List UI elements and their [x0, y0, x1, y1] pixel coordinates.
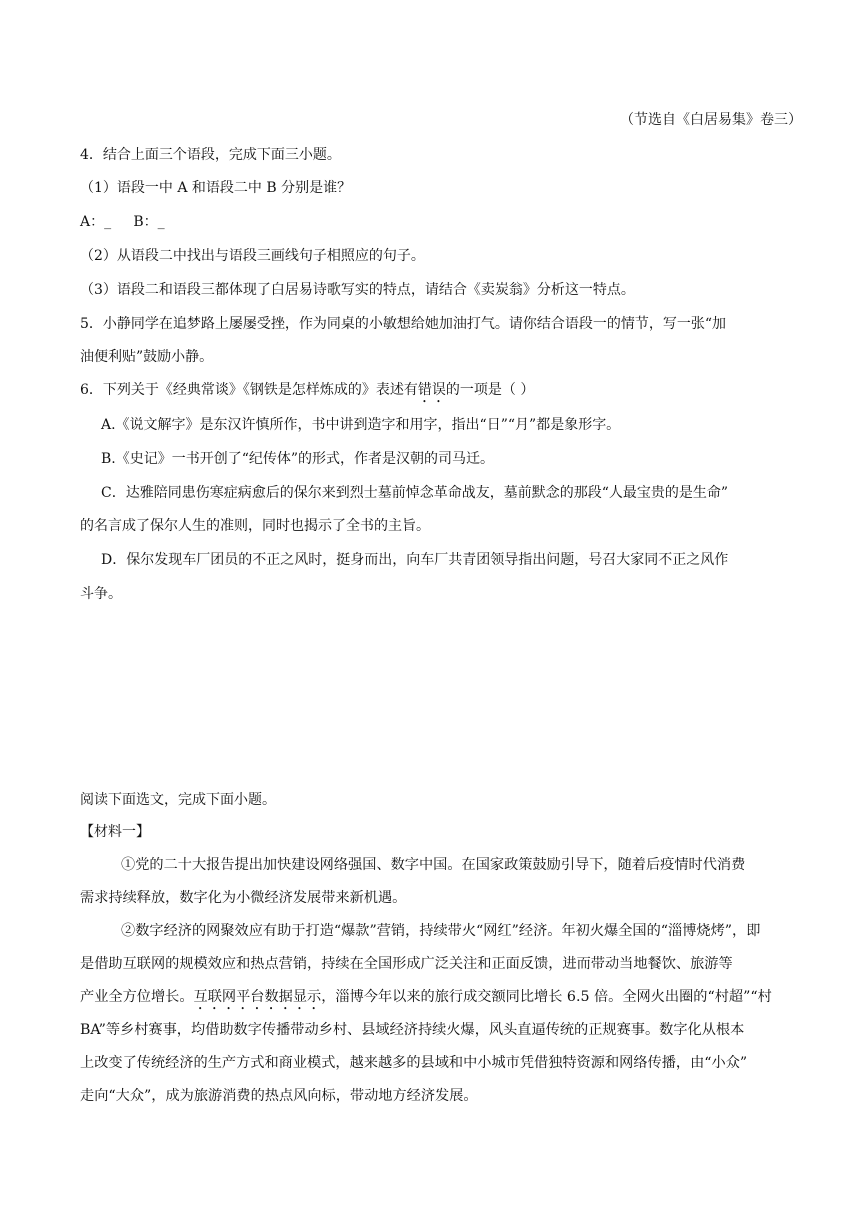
paragraph-2-line1: ②数字经济的网聚效应有助于打造“爆款”营销，持续带火“网红”经济。年初火爆全国的“淄博烧烤”，即: [121, 923, 761, 939]
option-c-line2: 的名言成了保尔人生的准则，同时也揭示了全书的主旨。: [80, 518, 430, 534]
question-6-stem: [80, 380, 534, 406]
p2-line3-emphasis: 互联网平台数据显示: [193, 989, 322, 1005]
paragraph-2-line2: 是借助互联网的规模效应和热点营销，持续在全国形成广泛关注和正面反馈，进而带动当地餐饮、旅游等: [80, 956, 733, 972]
paragraph-1-line1: ①党的二十大报告提出加快建设网络强国、数字中国。在国家政策鼓励引导下，随着后疫情时代消费: [121, 857, 746, 873]
question-4-sub2: （2）从语段二中找出与语段三画线句子相照应的句子。: [80, 248, 425, 264]
question-5-line2: 油便利贴”鼓励小静。: [80, 349, 214, 365]
option-d-line1: D．保尔发现车厂团员的不正之风时，挺身而出，向车厂共青团领导指出问题，号召大家同不正之风作: [101, 552, 729, 568]
question-4-answer-line: [80, 212, 165, 232]
p2-line3-prefix: 产业全方位增长。: [80, 989, 194, 1005]
option-c-line1: C．达雅陪同患伤寒症病愈后的保尔来到烈士墓前悼念革命战友，墓前默念的那段“人最宝贵的是生命”: [101, 485, 729, 501]
material-title: 【材料一】: [80, 824, 150, 840]
option-a: A.《说文解字》是东汉许慎所作，书中讲到造字和用字，指出“日”“月”都是象形字。: [101, 417, 621, 433]
q6-stem-suffix: 的一项是（ ）: [445, 382, 535, 398]
question-4-sub3: （3）语段二和语段三都体现了白居易诗歌写实的特点，请结合《卖炭翁》分析这一特点。: [80, 282, 635, 298]
answer-blanks: A：_ B：_: [80, 214, 165, 230]
p2-line3-suffix: ，淄博今年以来的旅行成交额同比增长 6.5 倍。全网火出圈的“村超”“村: [321, 989, 772, 1005]
question-4-sub1: （1）语段一中 A 和语段二中 B 分别是谁？: [80, 180, 352, 196]
paragraph-2-line5: 上改变了传统经济的生产方式和商业模式，越来越多的县域和中小城市凭借独特资源和网络传播，由“小众”: [80, 1055, 748, 1071]
question-5-line1: 5．小静同学在追梦路上屡屡受挫，作为同桌的小敏想给她加油打气。请你结合语段一的情节，写一张“加: [80, 316, 727, 332]
q6-stem-emphasis: 错误: [417, 382, 446, 398]
question-4-stem: 4．结合上面三个语段，完成下面三小题。: [80, 147, 341, 163]
paragraph-2-line3: [80, 987, 772, 1013]
paragraph-2-line6: 走向“大众”，成为旅游消费的热点风向标，带动地方经济发展。: [80, 1088, 478, 1104]
paragraph-1-line2: 需求持续释放，数字化为小微经济发展带来新机遇。: [80, 890, 407, 906]
option-d-line2: 斗争。: [80, 586, 122, 602]
reading-intro: 阅读下面选文，完成下面小题。: [80, 792, 276, 808]
source-note: （节选自《白居易集》卷三）: [620, 112, 802, 128]
paragraph-2-line4: BA”等乡村赛事，均借助数字传播带动乡村、县域经济持续火爆，风头直逼传统的正规赛事。数字化从根本: [80, 1022, 745, 1038]
option-b: B.《史记》一书开创了“纪传体”的形式，作者是汉朝的司马迁。: [101, 451, 495, 467]
q6-stem-prefix: 6．下列关于《经典常谈》《钢铁是怎样炼成的》表述有: [80, 382, 418, 398]
